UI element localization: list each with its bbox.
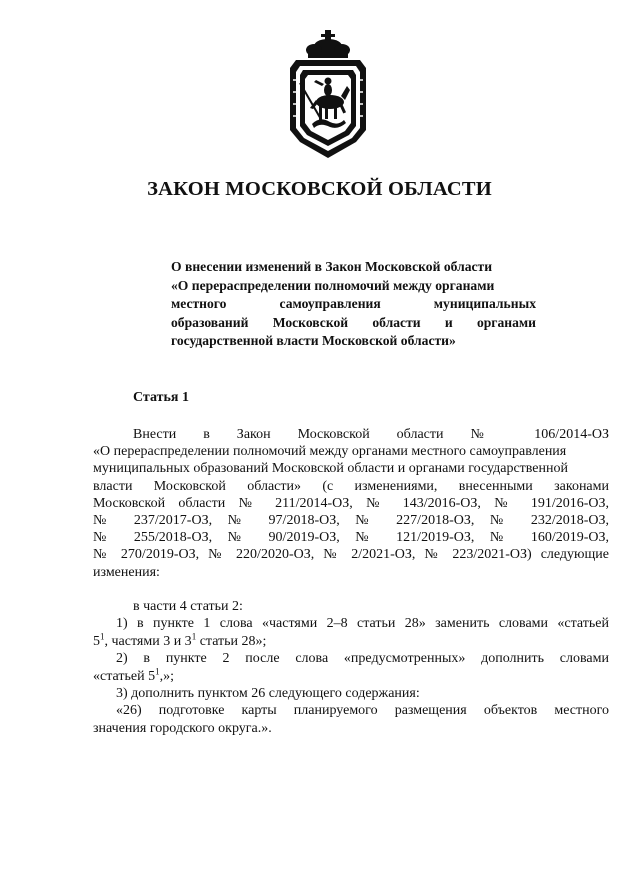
body-line: муниципальных образований Московской области и органами государственной bbox=[93, 461, 568, 477]
body-line: власти Московской области» (с изменениями, внесенными законами bbox=[93, 478, 609, 494]
item-3-line: 3) дополнить пунктом 26 следующего содержания: bbox=[116, 686, 420, 702]
body-line: Московской области № 211/2014-ОЗ, № 143/2016-ОЗ, № 191/2016-ОЗ, bbox=[93, 495, 609, 511]
item-1-text: 5 bbox=[93, 633, 100, 649]
item-1-text: , частями 3 и 3 bbox=[104, 633, 192, 649]
item-2-line bbox=[93, 665, 609, 685]
item-3-quote-line: значения городского округа.». bbox=[93, 720, 272, 736]
law-name-line: образований Московской области и органами bbox=[171, 314, 536, 330]
law-name-line: «О перераспределении полномочий между органами bbox=[171, 277, 495, 293]
item-3-quote-line: «26) подготовке карты планируемого размещения объектов местного bbox=[116, 703, 609, 719]
body-line: «О перераспределении полномочий между органами местного самоуправления bbox=[93, 444, 567, 460]
superscript: 1 bbox=[155, 665, 160, 676]
body-line: № 255/2018-ОЗ, № 90/2019-ОЗ, № 121/2019-ОЗ, № 160/2019-ОЗ, bbox=[93, 530, 609, 546]
law-name bbox=[171, 258, 536, 351]
superscript: 1 bbox=[100, 631, 105, 642]
law-title: ЗАКОН МОСКОВСКОЙ ОБЛАСТИ bbox=[147, 178, 492, 200]
body-line: № 237/2017-ОЗ, № 97/2018-ОЗ, № 227/2018-ОЗ, № 232/2018-ОЗ, bbox=[93, 513, 609, 529]
law-name-line: О внесении изменений в Закон Московской области bbox=[171, 259, 493, 274]
law-name-line: государственной власти Московской области» bbox=[171, 333, 456, 348]
article-heading: Статья 1 bbox=[133, 390, 189, 405]
item-2-text: ,»; bbox=[159, 668, 174, 684]
article-body bbox=[93, 426, 609, 581]
body-line: изменения: bbox=[93, 564, 160, 580]
coat-of-arms-emblem bbox=[286, 30, 370, 160]
amendment-items bbox=[93, 598, 609, 737]
body-line: Внести в Закон Московской области № 106/2014-ОЗ bbox=[133, 427, 609, 442]
item-2-text: «статьей 5 bbox=[93, 668, 156, 684]
item-2-line: 2) в пункте 2 после слова «предусмотренных» дополнить словами bbox=[116, 651, 609, 667]
law-name-line: местного самоуправления муниципальных bbox=[171, 296, 536, 311]
item-1-line bbox=[93, 633, 609, 650]
part-intro: в части 4 статьи 2: bbox=[133, 599, 243, 614]
coat-of-arms-icon bbox=[286, 30, 370, 160]
body-line: № 270/2019-ОЗ, № 220/2020-ОЗ, № 2/2021-ОЗ, № 223/2021-ОЗ) следующие bbox=[93, 547, 609, 563]
item-1-line: 1) в пункте 1 слова «частями 2–8 статьи 28» заменить словами «статьей bbox=[116, 616, 609, 632]
superscript: 1 bbox=[191, 631, 197, 642]
item-1-text: статьи 28»; bbox=[196, 633, 267, 649]
